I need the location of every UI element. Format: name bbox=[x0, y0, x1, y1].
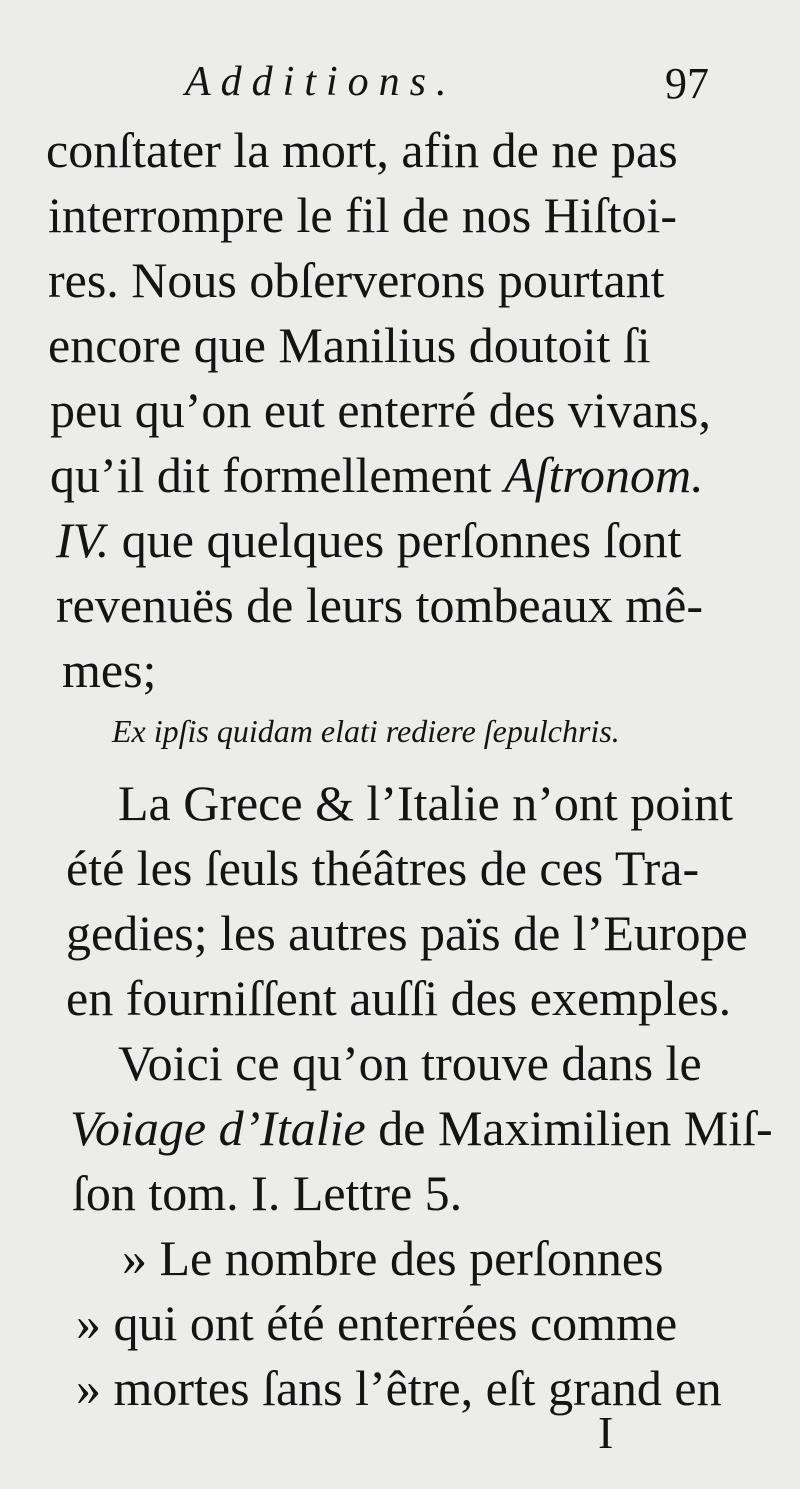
text-line: peu qu’on eut enterré des vivans, bbox=[50, 382, 711, 438]
citation-book-number: IV. bbox=[56, 512, 110, 568]
text-line: mes; bbox=[62, 642, 157, 698]
signature-mark: I bbox=[598, 1407, 614, 1458]
text-segment: que quelques perſonnes ſont bbox=[121, 512, 682, 568]
text-line: » qui ont été enterrées comme bbox=[76, 1295, 678, 1351]
text-line: encore que Manilius doutoit ſi bbox=[48, 317, 651, 373]
text-line: été les ſeuls théâtres de ces Tra- bbox=[66, 840, 700, 896]
text-line bbox=[50, 447, 704, 503]
text-line: ſon tom. I. Lettre 5. bbox=[72, 1165, 463, 1221]
running-title: Additions. bbox=[185, 59, 457, 105]
text-segment: qu’il dit formellement bbox=[50, 447, 492, 503]
latin-quotation: Ex ipſis quidam elati rediere ſepulchris. bbox=[112, 713, 620, 749]
text-segment: de Maximilien Miſ- bbox=[378, 1100, 773, 1156]
text-line: conſtater la mort, afin de ne pas bbox=[46, 122, 678, 178]
text-line: La Grece & l’Italie n’ont point bbox=[118, 775, 734, 831]
text-line bbox=[56, 512, 682, 568]
text-line: interrompre le fil de nos Hiſtoi- bbox=[48, 187, 678, 243]
text-line: gedies; les autres païs de l’Europe bbox=[66, 905, 748, 961]
text-line: » Le nombre des perſonnes bbox=[122, 1230, 664, 1286]
text-line: res. Nous obſerverons pourtant bbox=[48, 252, 665, 308]
text-line: » mortes ſans l’être, eſt grand en bbox=[76, 1360, 722, 1416]
text-line: Voici ce qu’on trouve dans le bbox=[118, 1035, 702, 1091]
text-line: en fourniſſent auſſi des exemples. bbox=[66, 970, 732, 1026]
text-line: revenuës de leurs tombeaux mê- bbox=[56, 577, 703, 633]
page-number: 97 bbox=[665, 59, 709, 108]
citation-title: Aſtronom. bbox=[504, 447, 704, 503]
text-line bbox=[70, 1100, 773, 1156]
book-title: Voiage d’Italie bbox=[70, 1100, 366, 1156]
